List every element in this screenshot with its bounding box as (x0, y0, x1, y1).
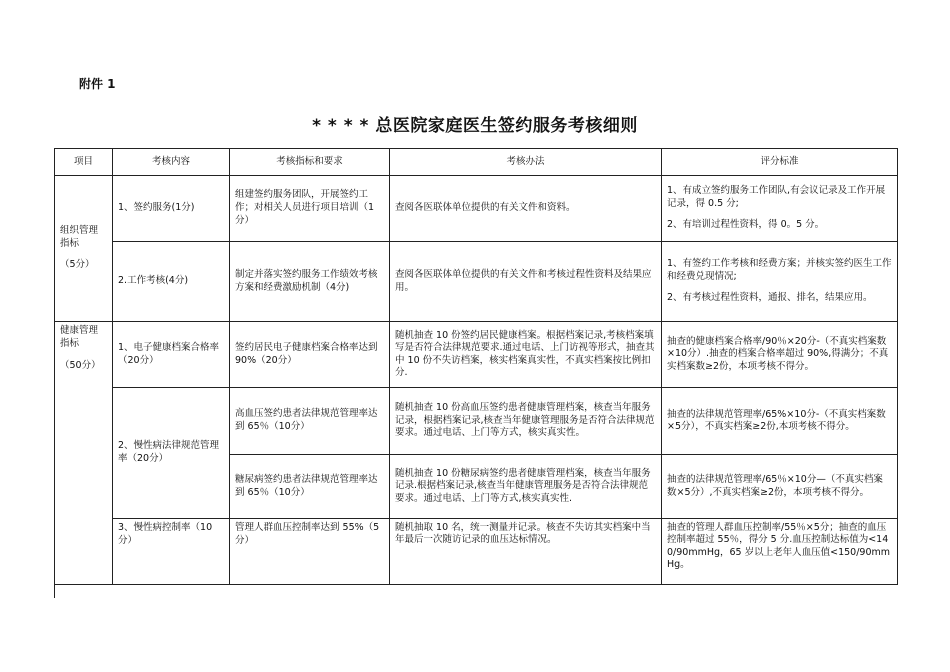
indicator-cell: 签约居民电子健康档案合格率达到 90%（20分） (230, 322, 390, 388)
document-title: * * * * 总医院家庭医生签约服务考核细则 (312, 116, 638, 136)
method-cell: 查阅各医联体单位提供的有关文件和考核过程性资料及结果应用。 (390, 242, 662, 322)
scoring-item: 2、有培训过程性资料，得 0。5 分。 (667, 219, 825, 231)
project-cell (55, 322, 113, 585)
method-cell: 查阅各医联体单位提供的有关文件和资料。 (390, 176, 662, 242)
scoring-cell: 抽查的法律规范管理率/65%×10分-（不真实档案数×5分），不真实档案≥2份,本项考核不得分。 (662, 388, 898, 455)
content-cell: 3、慢性病控制率（10分） (113, 519, 230, 585)
indicator-cell: 制定并落实签约服务工作绩效考核方案和经费激励机制（4分) (230, 242, 390, 322)
scoring-item: 1、有成立签约服务工作团队,有会议记录及工作开展记录，得 0.5 分; (667, 184, 886, 209)
assessment-table (54, 148, 898, 585)
scoring-cell: 抽查的管理人群血压控制率/55％×5分；抽查的血压控制率超过 55％，得分 5 分.血压控制达标值为<140/90mmHg，65 岁以上老年人血压值<150/90mmHg。 (662, 519, 898, 585)
scoring-item: 2、有考核过程性资料，通报、排名，结果应用。 (667, 292, 873, 304)
table-header-row (55, 149, 898, 176)
scoring-item: 1、有签约工作考核和经费方案；并核实签约医生工作和经费兑现情况; (667, 257, 892, 282)
method-cell: 随机抽查 10 份高血压签约患者健康管理档案，核查当年服务记录，根据档案记录,核查当年健康管理服务是否符合法律规范要求。通过电话、上门等方式，核实真实性。 (390, 388, 662, 455)
scoring-cell: 抽查的健康档案合格率/90％×20分-（不真实档案数×10分）.抽查的档案合格率超过 90%,得满分；不真实档案数≥2份，本项考核不得分。 (662, 322, 898, 388)
header-project: 项目 (55, 149, 113, 176)
project-score: （50分） (60, 359, 101, 371)
scoring-cell (662, 176, 898, 242)
table-row (55, 242, 898, 322)
content-cell: 2、慢性病法律规范管理率（20分） (113, 388, 230, 519)
table-row (55, 388, 898, 455)
attachment-label: 附件 1 (79, 77, 116, 91)
scoring-cell (662, 242, 898, 322)
table-continuation-line (54, 574, 55, 598)
project-name: 健康管理指标 (60, 325, 99, 349)
indicator-cell: 组建签约服务团队，开展签约工作；对相关人员进行项目培训（1分） (230, 176, 390, 242)
indicator-cell: 管理人群血压控制率达到 55%（5分） (230, 519, 390, 585)
method-cell: 随机抽查 10 份糖尿病签约患者健康管理档案，核查当年服务记录.根据档案记录,核查当年健康管理服务是否符合法律规范要求。通过电话、上门等方式,核实真实性. (390, 455, 662, 519)
scoring-cell: 抽查的法律规范管理率/65％×10分—（不真实档案数×5分）,不真实档案≥2份，本项考核不得分。 (662, 455, 898, 519)
indicator-cell: 糖尿病签约患者法律规范管理率达到 65％（10分） (230, 455, 390, 519)
method-cell: 随机抽取 10 名，统一测量并记录。核查不失访其实档案中当年最后一次随访记录的血压达标情况。 (390, 519, 662, 585)
content-cell: 2.工作考核(4分) (113, 242, 230, 322)
project-score: （5分） (60, 259, 95, 271)
header-method: 考核办法 (390, 149, 662, 176)
project-name: 组织管理指标 (60, 224, 99, 249)
content-cell: 1、签约服务(1分) (113, 176, 230, 242)
table-row (55, 519, 898, 585)
table-row (55, 176, 898, 242)
header-indicator: 考核指标和要求 (230, 149, 390, 176)
header-content: 考核内容 (113, 149, 230, 176)
project-cell (55, 176, 113, 322)
header-scoring: 评分标准 (662, 149, 898, 176)
indicator-cell: 高血压签约患者法律规范管理率达到 65％（10分） (230, 388, 390, 455)
table-row (55, 322, 898, 388)
method-cell: 随机抽查 10 份签约居民健康档案。根据档案记录,考核档案填写是否符合法律规范要求.通过电话、上门访视等形式，抽查其中 10 份不失访档案，核实档案真实性，不真实档案按比例扣分. (390, 322, 662, 388)
content-cell: 1、电子健康档案合格率（20分） (113, 322, 230, 388)
